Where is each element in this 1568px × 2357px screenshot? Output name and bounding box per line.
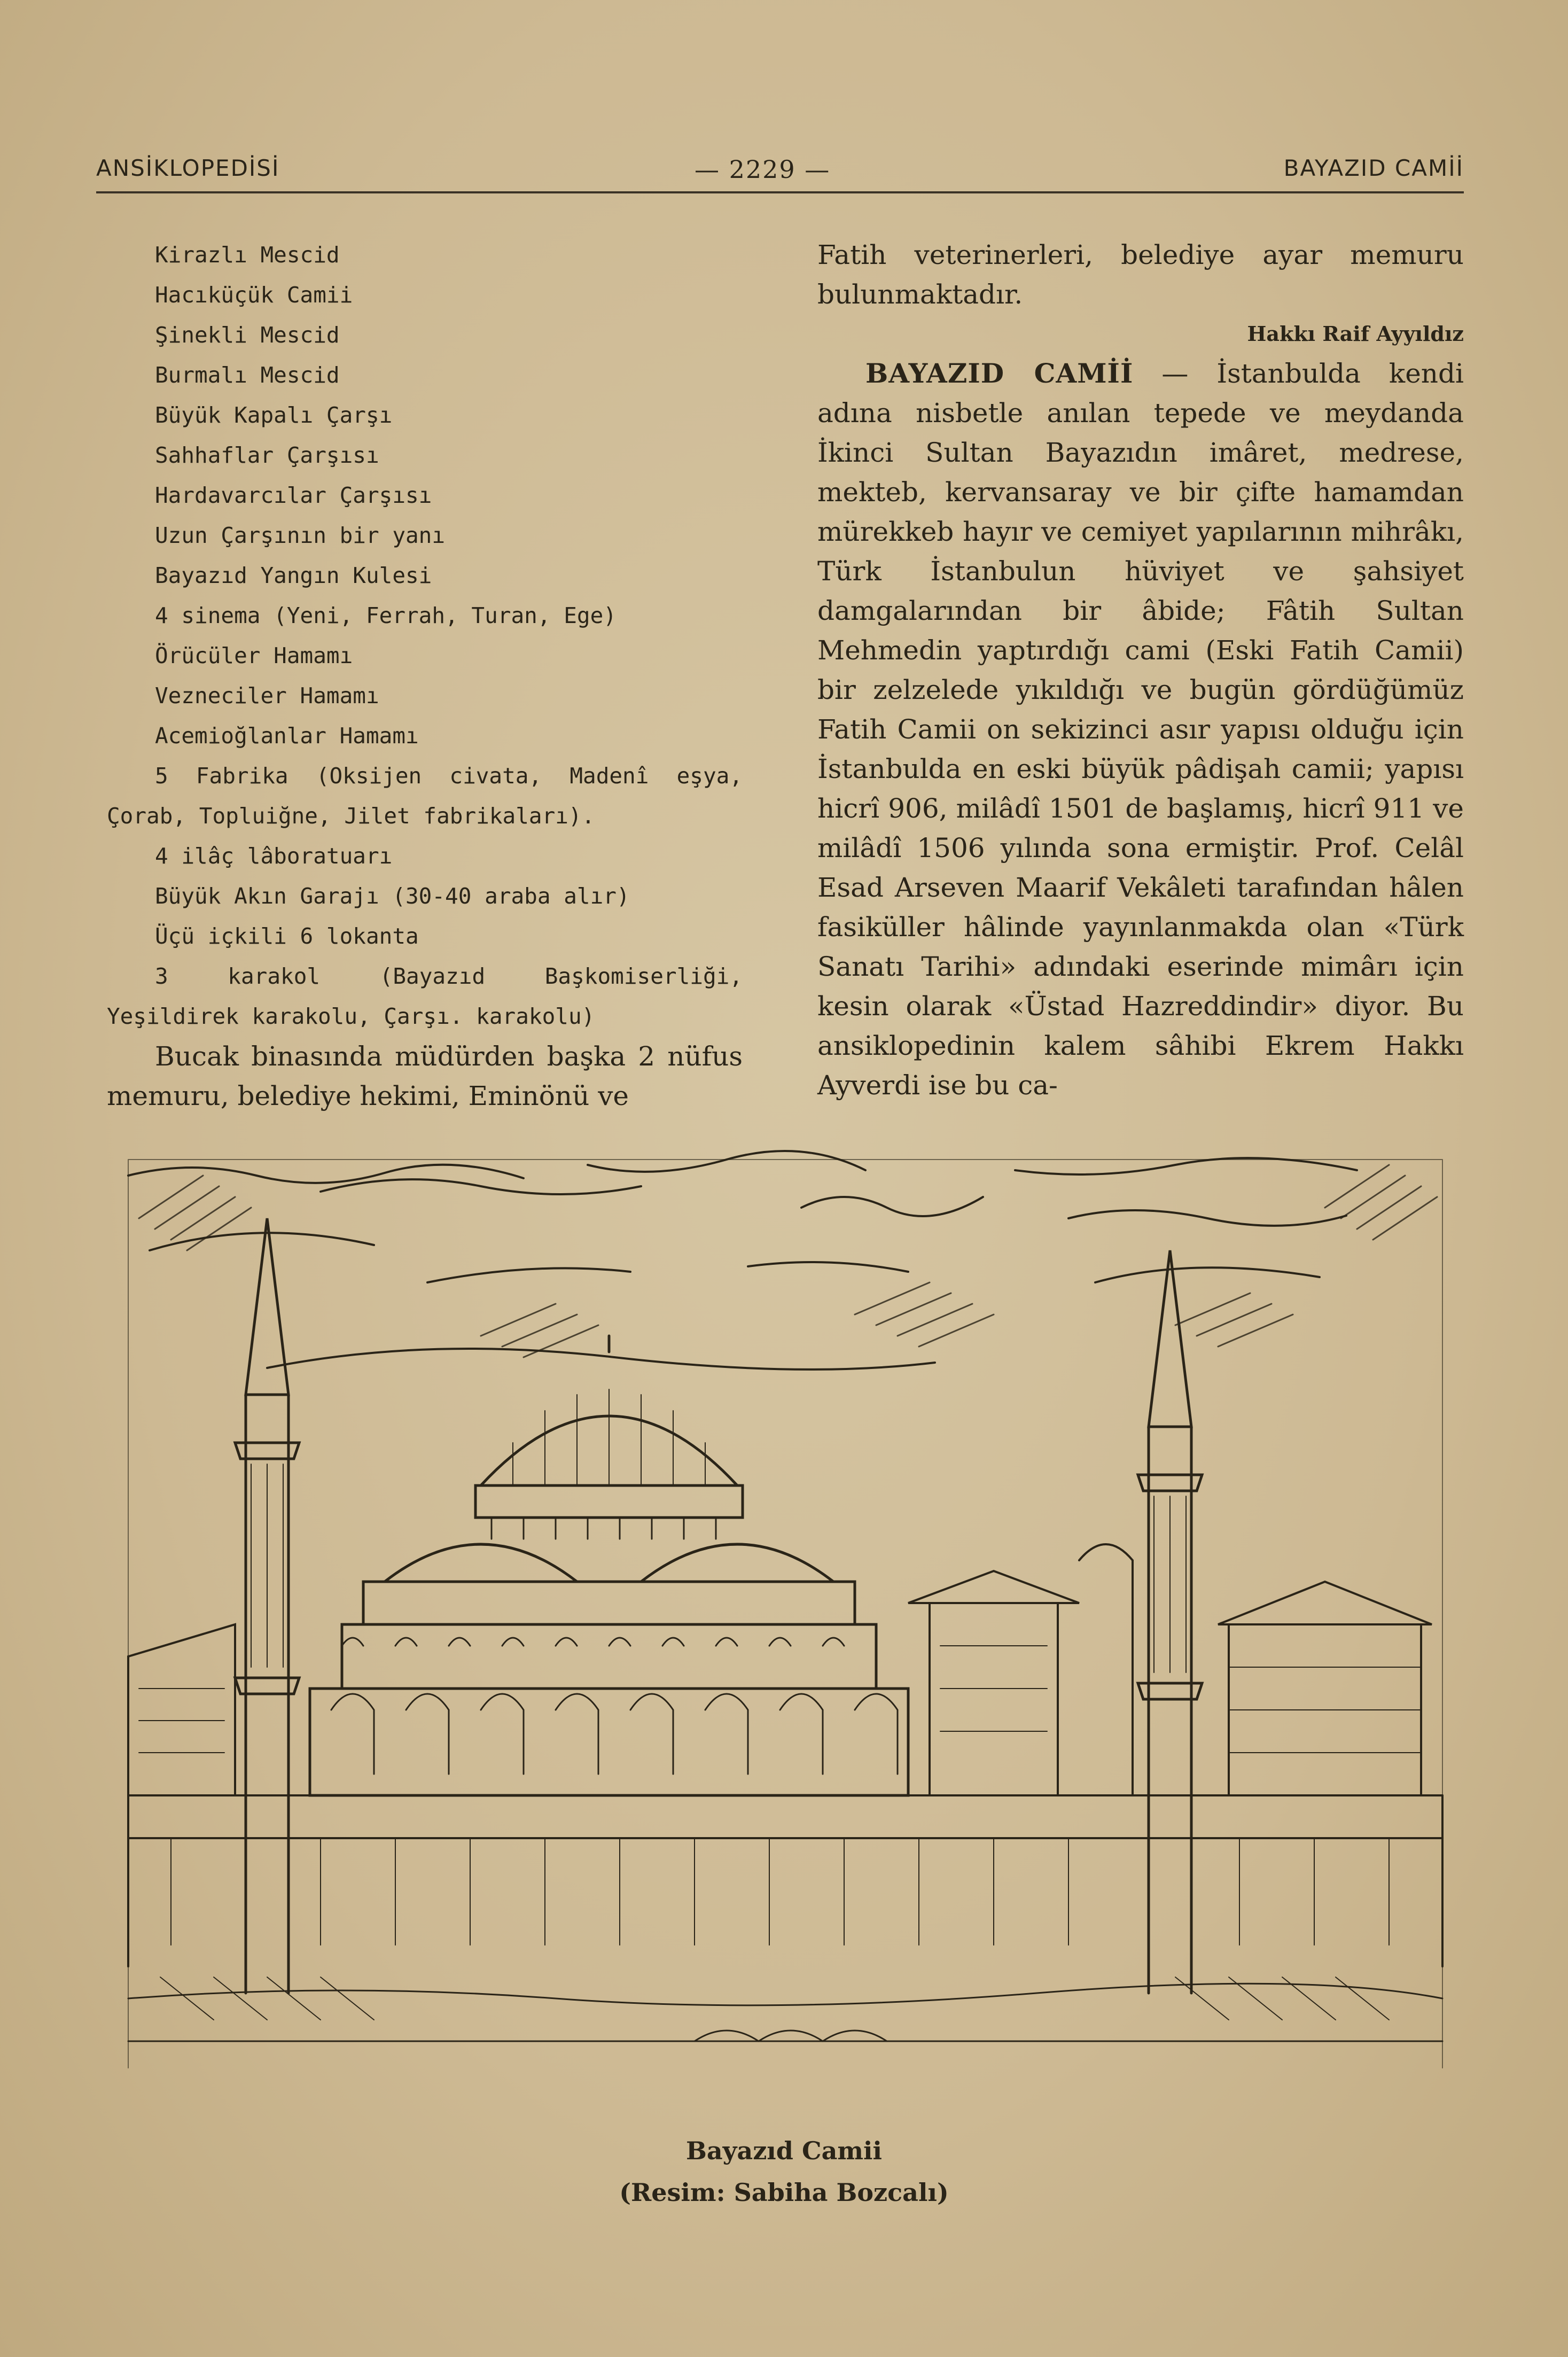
left-minaret [235,1218,299,1993]
list-item: 4 ilâç lâboratuarı [155,843,393,869]
list-item: Hardavarcılar Çarşısı [155,483,432,508]
figure-caption-title: Bayazıd Camii [685,2136,883,2165]
list-item: Örücüler Hamamı [155,643,353,668]
list-item: Burmalı Mescid [155,362,340,388]
sky-hatching [139,1165,1437,1357]
left-paragraph: Bucak binasında müdürden başka 2 nüfus memuru, belediye hekimi, Eminönü ve [107,1041,743,1111]
list-item: Şinekli Mescid [155,322,340,348]
list-item: Üçü içkili 6 lokanta [155,923,419,949]
header-rule [96,191,1464,193]
header-title-left: ANSİKLOPEDİSİ [96,155,280,181]
right-minaret [1138,1250,1202,1993]
list-item: Acemioğlanlar Hamamı [155,723,419,749]
list-item: Hacıküçük Camii [155,282,353,308]
mosque-body [310,1544,908,1795]
article-title: BAYAZID CAMİİ [865,357,1134,389]
page-header [96,155,1464,192]
list-item-fabrika: 5 Fabrika (Oksijen civata, Madenî eşya, Çorab, Topluiğne, Jilet fabrikaları). [107,763,743,829]
list-item: Büyük Akın Garajı (30-40 araba alır) [155,883,630,909]
list-item: Vezneciler Hamamı [155,683,379,709]
header-title-right: BAYAZID CAMİİ [1283,155,1464,181]
left-buildings [128,1624,235,1795]
list-item: Uzun Çarşının bir yanı [155,523,446,548]
right-column [817,235,1464,1105]
continuation-paragraph: Fatih veterinerleri, belediye ayar memuru bulunmaktadır. [817,239,1464,310]
foreground [128,1977,1442,2041]
list-item: 4 sinema (Yeni, Ferrah, Turan, Ege) [155,603,617,628]
list-item-karakol: 3 karakol (Bayazıd Başkomiserliği, Yeşildirek karakolu, Çarşı. karakolu) [107,963,743,1029]
list-item: Kirazlı Mescid [155,242,340,268]
article-body: — İstanbulda kendi adına nisbetle anılan tepede ve meydanda İkinci Sultan Bayazıdın imâret, medrese, mekteb, kervansaray ve bir çifte hamamdan mürekkeb hayır ve cemiyet yapılarının mihrâkı, Türk İstanbulun hüviyet ve şahsiyet damgalarından bir âbide; Fâtih Sultan Mehmedin yaptırdığı cami (Eski Fatih Camii) bir zelzelede yıkıldığı ve bugün gördüğümüz Fatih Camii on sekizinci asır yapısı olduğu için İstanbulda en eski büyük pâdişah camii; yapısı hicrî 906, milâdî 1501 de başlamış, hicrî 911 ve milâdî 1506 yılında sona ermiştir. Prof. Celâl Esad Arseven Maarif Vekâleti tarafından hâlen fasiküller hâlinde yayınlanmakda olan «Türk Sanatı Tarihi» adındaki eserinde mimârı için kesin olarak «Üstad Hazreddindir» diyor. Bu ansiklopedinin kalem sâhibi Ekrem Hakkı Ayverdi ise bu ca- [817,358,1464,1101]
author-byline: Hakkı Raif Ayyıldız [1247,322,1464,346]
list-item: Sahhaflar Çarşısı [155,442,379,468]
mosque-illustration [107,1144,1464,2116]
sky-clouds [128,1151,1357,1370]
page-number: — 2229 — [695,155,831,184]
left-column [107,235,743,1116]
figure-caption-credit: (Resim: Sabiha Bozcalı) [619,2178,949,2207]
list-item: Büyük Kapalı Çarşı [155,402,393,428]
courtyard-wall [128,1795,1442,1966]
article-paragraph [817,354,1464,1105]
list-item: Bayazıd Yangın Kulesi [155,563,432,588]
